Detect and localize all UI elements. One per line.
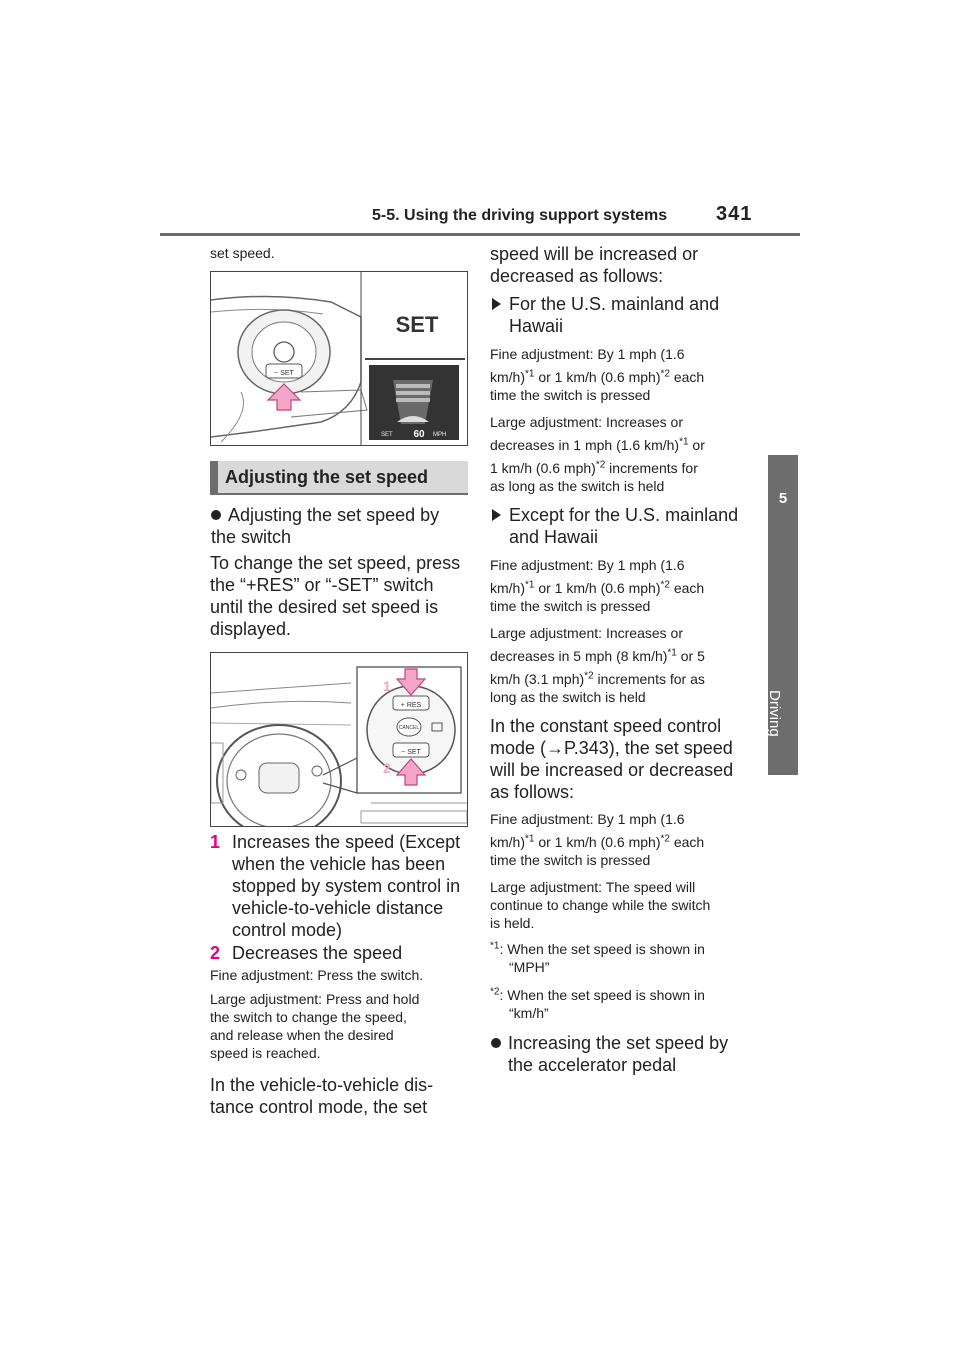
note-line: Large adjustment: The speed will (490, 879, 696, 895)
footnote-text: : When the set speed is shown in (499, 941, 705, 957)
note-frag: 1 km/h (0.6 mph) (490, 460, 596, 476)
footnote-marker: *2 (490, 986, 500, 998)
sub-line: For the U.S. mainland and (509, 294, 720, 314)
note-line: Large adjustment: Increases or (490, 414, 683, 430)
large-adjustment-other (490, 624, 755, 706)
footnote-ref: *1 (525, 579, 535, 591)
footnote-ref: *1 (525, 368, 535, 380)
footnote-line: “km/h” (509, 1005, 549, 1021)
cancel-button-label: CANCEL (398, 725, 420, 731)
footnote-line (490, 940, 755, 958)
note-frag: increments for as (593, 671, 705, 687)
note-line (490, 368, 755, 386)
bullet-line: the accelerator pedal (508, 1055, 677, 1075)
note-line: the switch to change the speed, (210, 1009, 407, 1025)
bullet-adjust-switch (211, 504, 461, 548)
footnote-2 (490, 986, 755, 1022)
note-frag: km/h) (490, 834, 525, 850)
note-frag: increments for (605, 460, 698, 476)
bullet-accelerator-pedal (491, 1032, 728, 1076)
note-frag: decreases in 1 mph (1.6 km/h) (490, 437, 680, 453)
note-line (490, 436, 755, 454)
footnote-ref: *1 (525, 833, 535, 845)
note-frag: km/h (3.1 mph) (490, 671, 585, 687)
marker-1: 1 (383, 678, 391, 694)
note-line: time the switch is pressed (490, 598, 651, 614)
para-line: In the vehicle-to-vehicle dis- (210, 1075, 434, 1095)
note-line: Large adjustment: Press and hold (210, 991, 420, 1007)
footnote-ref: *1 (667, 647, 677, 659)
note-frag: each (669, 580, 705, 596)
sub-except-us (492, 504, 738, 548)
sub-line: Hawaii (509, 316, 564, 336)
note-line: Fine adjustment: By 1 mph (1.6 (490, 811, 685, 827)
sub-line: Except for the U.S. mainland (509, 505, 739, 525)
paragraph-vehicle-distance-mode (210, 1074, 433, 1118)
note-line (490, 833, 755, 851)
item-line: control mode) (232, 920, 343, 940)
set-switch-illustration (211, 272, 467, 445)
footnote-text: : When the set speed is shown in (499, 987, 705, 1003)
section-heading: Adjusting the set speed (225, 467, 429, 487)
para-line: will be increased or decreased (490, 760, 734, 780)
fine-adjustment-us (490, 345, 755, 404)
note-frag: or 5 (676, 648, 705, 664)
large-adjustment-constant (490, 878, 755, 932)
footnote-marker: *1 (490, 940, 500, 952)
note-frag: each (669, 834, 705, 850)
header-rule (160, 233, 800, 236)
item-1-number: 1 (210, 832, 221, 852)
footnote-ref: *1 (679, 436, 689, 448)
item-1-text (232, 831, 460, 941)
sub-us-mainland (492, 293, 719, 337)
note-line: and release when the desired (210, 1027, 394, 1043)
paragraph-constant-speed-mode (490, 715, 733, 803)
note-large-adjustment (210, 990, 419, 1062)
footnote-line: “MPH” (509, 959, 550, 975)
para-line: In the constant speed control (490, 716, 722, 736)
res-set-switch-illustration (211, 653, 467, 826)
para-line: until the desired set speed is (210, 597, 439, 617)
item-2-text: Decreases the speed (232, 943, 403, 963)
display-speed: 60 (413, 429, 425, 440)
footnote-ref: *2 (595, 459, 606, 471)
note-line: time the switch is pressed (490, 387, 651, 403)
res-button-label: + RES (400, 702, 422, 709)
para-line: mode (→P.343), the set speed (490, 738, 733, 758)
page-number: 341 (716, 203, 753, 225)
para-line: as follows: (490, 782, 575, 802)
sub-line: and Hawaii (509, 527, 599, 547)
triangle-bullet-icon (492, 298, 501, 310)
chapter-tab-label: Driving (766, 690, 783, 737)
note-line: continue to change while the switch (490, 897, 711, 913)
note-line: Fine adjustment: By 1 mph (1.6 (490, 346, 685, 362)
note-line: is held. (490, 915, 535, 931)
set-switch-label: − SET (274, 370, 294, 377)
figure-steering-switch-set (210, 271, 468, 446)
display-set-large: SET (395, 312, 439, 337)
note-line: Fine adjustment: By 1 mph (1.6 (490, 557, 685, 573)
note-frag: each (669, 369, 705, 385)
note-fine-adjustment: Fine adjustment: Press the switch. (210, 967, 424, 983)
note-line: long as the switch is held (490, 689, 646, 705)
para-line: speed will be increased or (490, 244, 699, 264)
note-line: Large adjustment: Increases or (490, 625, 683, 641)
item-line: stopped by system control in (232, 876, 461, 896)
figure-steering-wheel-res-set (210, 652, 468, 827)
para-line: the “+RES” or “-SET” switch (210, 575, 434, 595)
note-frag: or 1 km/h (0.6 mph) (534, 580, 661, 596)
note-frag: or 1 km/h (0.6 mph) (534, 369, 661, 385)
bullet-text: Adjusting the set speed by the switch (211, 505, 440, 547)
set-button-label: − SET (401, 749, 421, 756)
large-adjustment-us (490, 413, 755, 495)
item-line: when the vehicle has been (232, 854, 446, 874)
footnote-ref: *2 (584, 670, 594, 682)
fine-adjustment-other (490, 556, 755, 615)
item-2-number: 2 (210, 943, 221, 963)
note-frag: or 1 km/h (0.6 mph) (534, 834, 661, 850)
item-line: Increases the speed (Except (232, 832, 461, 852)
chapter-tab-number: 5 (778, 490, 788, 507)
section-heading-bar (210, 461, 218, 495)
paragraph-change-set-speed (210, 552, 460, 640)
note-line (490, 647, 755, 665)
footnote-ref: *2 (660, 368, 670, 380)
note-line: speed is reached. (210, 1045, 321, 1061)
note-frag: or (688, 437, 705, 453)
paragraph-continued (490, 243, 698, 287)
note-line: time the switch is pressed (490, 852, 651, 868)
triangle-bullet-icon (492, 509, 501, 521)
note-line (490, 459, 755, 477)
bullet-dot-icon (211, 510, 221, 520)
intro-tail: set speed. (210, 245, 275, 261)
footnote-1 (490, 940, 755, 976)
para-line: decreased as follows: (490, 266, 664, 286)
footnote-line (490, 986, 755, 1004)
marker-2: 2 (383, 760, 391, 776)
para-line: displayed. (210, 619, 292, 639)
para-line: To change the set speed, press (210, 553, 461, 573)
display-set-small: SET (381, 432, 393, 438)
bullet-dot-icon (491, 1038, 501, 1048)
header-section-title: 5-5. Using the driving support systems (372, 207, 668, 224)
footnote-ref: *2 (660, 579, 670, 591)
note-frag: km/h) (490, 369, 525, 385)
item-line: vehicle-to-vehicle distance (232, 898, 444, 918)
note-line: as long as the switch is held (490, 478, 665, 494)
footnote-ref: *2 (660, 833, 670, 845)
para-line: tance control mode, the set (210, 1097, 428, 1117)
note-frag: km/h) (490, 580, 525, 596)
note-line (490, 670, 755, 688)
note-frag: decreases in 5 mph (8 km/h) (490, 648, 668, 664)
note-line (490, 579, 755, 597)
display-unit: MPH (433, 432, 447, 438)
fine-adjustment-constant (490, 810, 755, 869)
bullet-line: Increasing the set speed by (508, 1033, 729, 1053)
